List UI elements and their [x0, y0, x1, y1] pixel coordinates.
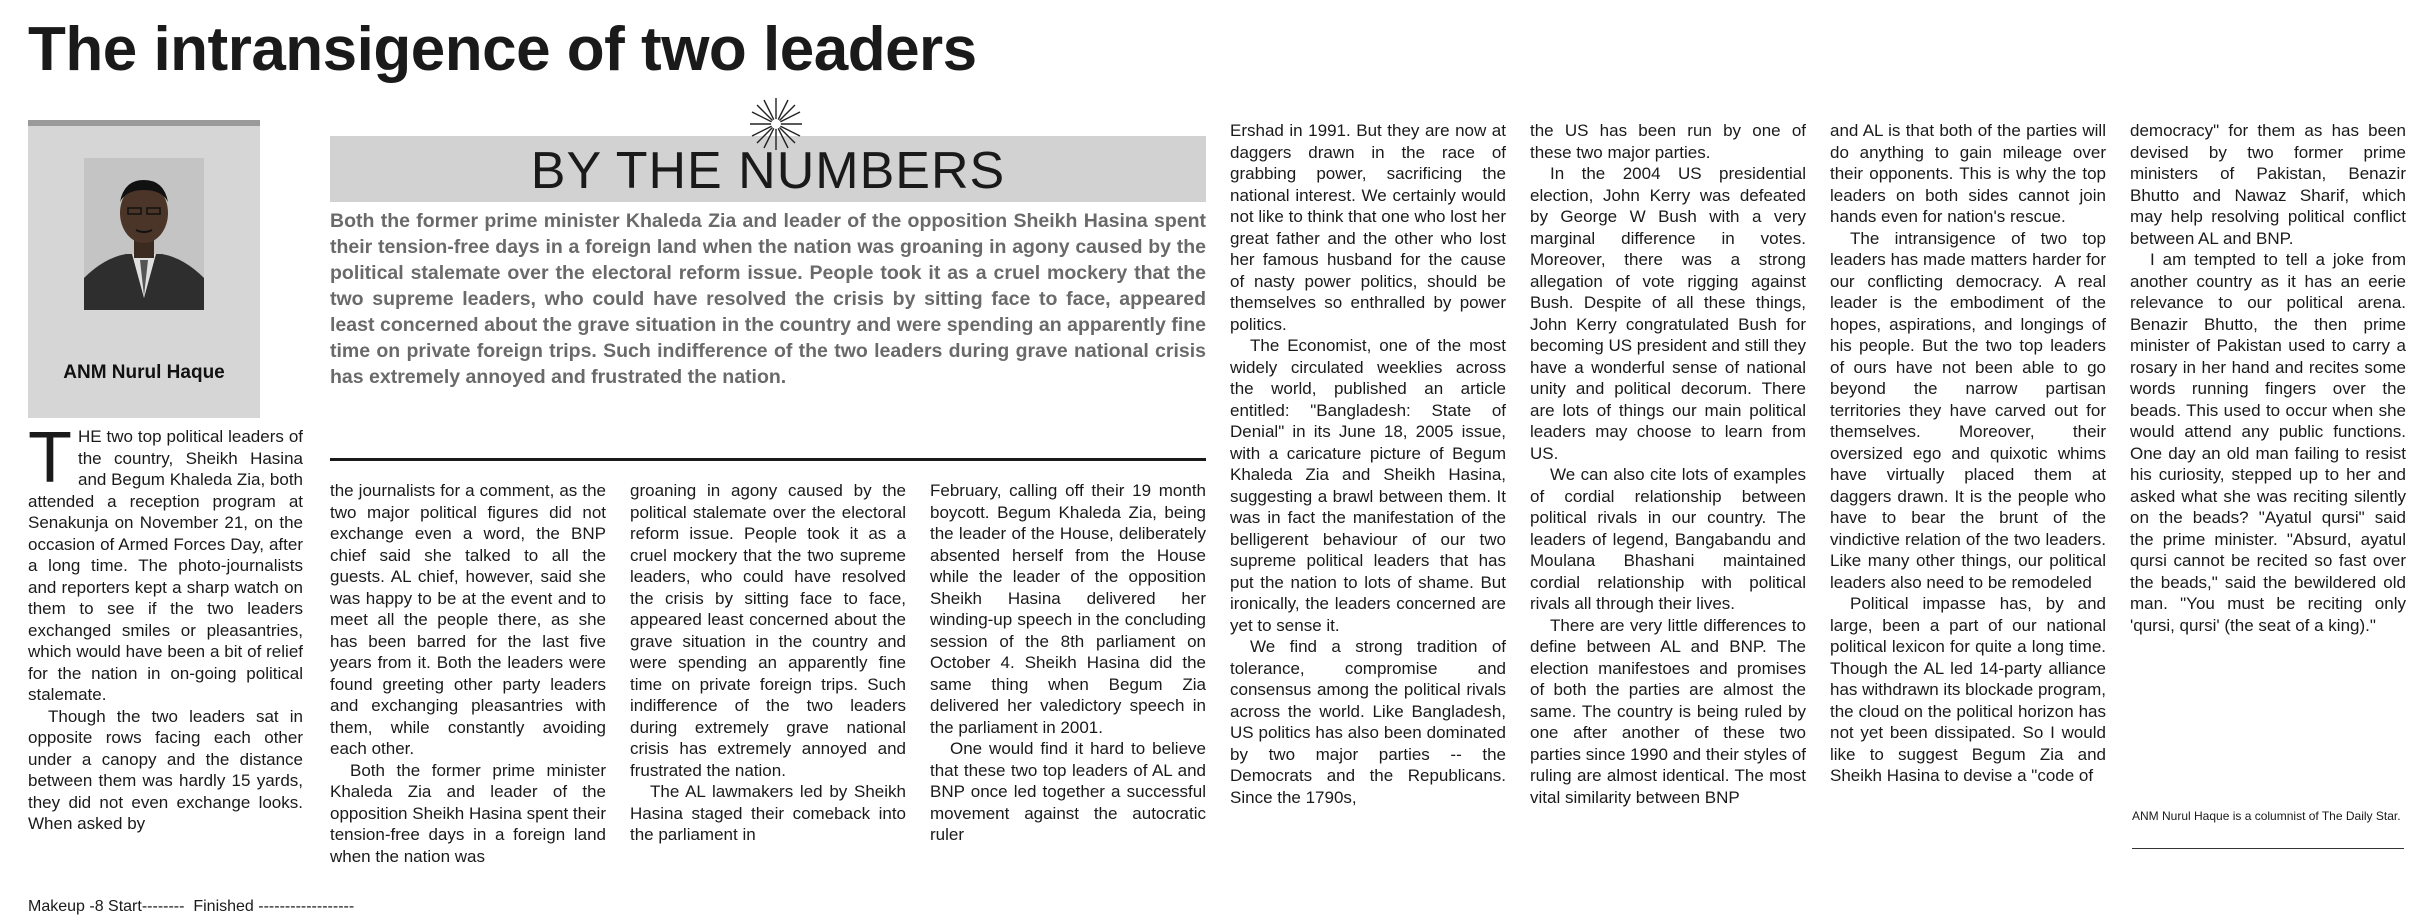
paragraph: We find a strong tradition of tolerance, compromise and consensus among the political rivals across the world. Like Bangladesh, US politics has also been dominated by two major parties -- the Democrats and the Republicans. Since the 1790s, [1230, 637, 1506, 807]
paragraph: February, calling off their 19 month boycott. Begum Khaleda Zia, being the leader of the House, deliberately absented herself from the House while the leader of the opposition Sheikh Hasina delivered her winding-up speech in the concluding session of the 8th parliament on October 4. Sheikh Hasina did the same thing when Begum Zia delivered her valedictory speech in the parliament in 2001. [930, 481, 1206, 737]
article-column-3 [630, 480, 906, 846]
paragraph: groaning in agony caused by the political stalemate over the electoral reform issue. People took it as a cruel mockery that the two supreme leaders, who could have resolved the crisis by sitting face to face, appeared least concerned about the grave situation in the country and were spending an apparently fine time on private foreign trips. Such indifference of the two leaders during extremely grave national crisis has extremely annoyed and frustrated the nation. [630, 481, 906, 780]
paragraph: The intransigence of two top leaders has made matters harder for our conflicting democracy. A real leader is the embodiment of the hopes, aspirations, and longings of his people. But the two top leaders of ours have not been able to go beyond the narrow partisan territories they have carved out for themselves. Moreover, their oversized ego and quixotic whims have virtually placed them at daggers drawn. It is the people who have to bear the brunt of the vindictive relation of the two leaders. Like many other things, our political leaders also need to be remodeled [1830, 228, 2106, 592]
by-the-numbers-box [330, 136, 1206, 466]
paragraph: Ershad in 1991. But they are now at daggers drawn in the race of grabbing power, sacrificing the national interest. We certainly would not like to think that one who lost her great father and the other who lost her famous husband for the cause of nasty power politics, should be themselves so enthralled by power politics. [1230, 121, 1506, 334]
paragraph: Both the former prime minister Khaleda Zia and leader of the opposition Sheikh Hasina spent their tension-free days in a foreign land when the nation was [330, 760, 606, 866]
paragraph: Political impasse has, by and large, been a part of our national political lexicon for quite a long time. Though the AL led 14-party alliance has withdrawn its blockade program, the cloud on the political horizon has not yet been dissipated. So I would like to suggest Begum Zia and Sheikh Hasina to devise a "code of [1830, 594, 2106, 785]
article-column-6 [1530, 120, 1806, 808]
paragraph: the US has been run by one of these two major parties. [1530, 121, 1806, 162]
article-column-8 [2130, 120, 2406, 636]
paragraph: I am tempted to tell a joke from another country as it has an eerie relevance to our political arena. Benazir Bhutto, the then prime minister of Pakistan used to carry a rosary in her hand and recites some words running fingers over the beads. This used to occur when she would attend any public functions. One day an old man failing to resist his curiosity, stepped up to her and asked what she was reciting silently on the beads? "Ayatul qursi" said the prime minister. "Absurd, ayatul qursi cannot be recited so fast over the beads," said the bewildered old man. "You must be reciting only 'qursi, qursi' (the seat of a king)." [2130, 250, 2406, 635]
divider [330, 458, 1206, 461]
article-column-5 [1230, 120, 1506, 808]
paragraph: HE two top political leaders of the country, Sheikh Hasina and Begum Khaleda Zia, both attended a reception program at Senakunja on November 21, on the occasion of Armed Forces Day, after a long time. The photo-journalists and reporters kept a sharp watch on them to see if the two leaders exchanged smiles or pleasantries, which would have been a bit of relief for the nation in on-going political stalemate. [28, 427, 303, 704]
paragraph: and AL is that both of the parties will do anything to gain mileage over their opponents. This is why the top leaders on both sides cannot join hands even for nation's rescue. [1830, 121, 2106, 226]
author-credit: ANM Nurul Haque is a columnist of The Daily Star. [2132, 809, 2401, 823]
paragraph: The Economist, one of the most widely circulated weeklies across the world, published an article entitled: "Bangladesh: State of Denial" in its June 18, 2005 issue, with a caricature picture of Begum Khaleda Zia and Sheikh Hasina, suggesting a brawl between them. It was in fact the manifestation of the belligerent behaviour of our two supreme political leaders that has put the nation to lots of shame. But ironically, the leaders concerned are yet to sense it. [1230, 336, 1506, 635]
article-column-4 [930, 480, 1206, 846]
drop-cap: T [28, 418, 72, 498]
author-box [28, 120, 260, 418]
author-name: ANM Nurul Haque [63, 362, 225, 383]
paragraph: Though the two leaders sat in opposite rows facing each other under a canopy and the distance between them was hardly 15 yards, they did not even exchange looks. When asked by [28, 706, 303, 833]
paragraph: The AL lawmakers led by Sheikh Hasina staged their comeback into the parliament in [630, 782, 906, 844]
makeup-footer: Makeup -8 Start-------- Finished ------------------ [28, 898, 355, 915]
author-photo [84, 158, 204, 310]
paragraph: In the 2004 US presidential election, John Kerry was defeated by George W Bush with a very marginal difference in votes. Moreover, there was a strong allegation of vote rigging against Bush. Despite of all these things, John Kerry congratulated Bush for becoming US president and still they have a wonderful sense of national unity and political decorum. There are lots of things our main political leaders may choose to learn from US. [1530, 164, 1806, 463]
article-column-7 [1830, 120, 2106, 787]
article-column-1 [28, 418, 303, 835]
numbers-text: Both the former prime minister Khaleda Zia and leader of the opposition Sheikh Hasina spent their tension-free days in a foreign land when the nation was groaning in agony caused by the political stalemate over the electoral reform issue. People took it as a cruel mockery that the two supreme leaders, who could have resolved the crisis by sitting face to face, appeared least concerned about the grave situation in the country and were spending an apparently fine time on private foreign trips. Such indifference of the two leaders during grave national crisis has extremely annoyed and frustrated the nation. [330, 210, 1206, 388]
paragraph: There are very little differences to define between AL and BNP. The election manifestoes and promises of both the parties are almost the same. The country is being ruled by one after another of these two parties since 1990 and their styles of ruling are almost identical. The most vital similarity between BNP [1530, 615, 1806, 807]
article-column-2 [330, 480, 606, 867]
paragraph: We can also cite lots of examples of cordial relationship between political rivals in our country. The leaders of legend, Bangabandu and Moulana Bhashani maintained cordial relationship with political rivals all through their lives. [1530, 465, 1806, 613]
paragraph: democracy" for them as has been devised by two former prime ministers of Pakistan, Benazir Bhutto and Nawaz Sharif, which may help resolving political conflict between AL and BNP. [2130, 121, 2406, 248]
paragraph: the journalists for a comment, as the two major political figures did not exchange even a word, the BNP chief said she talked to all the guests. AL chief, however, said she was happy to be at the event and to meet all the people there, as she has been barred for the last five years from it. Both the leaders were found greeting other party leaders and exchanging pleasantries with them, while constantly avoiding each other. [330, 481, 606, 758]
numbers-title: BY THE NUMBERS [530, 142, 1006, 200]
paragraph: One would find it hard to believe that these two top leaders of AL and BNP once led together a successful movement against the autocratic ruler [930, 739, 1206, 844]
divider [2132, 848, 2404, 849]
headline: The intransigence of two leaders [28, 15, 977, 84]
